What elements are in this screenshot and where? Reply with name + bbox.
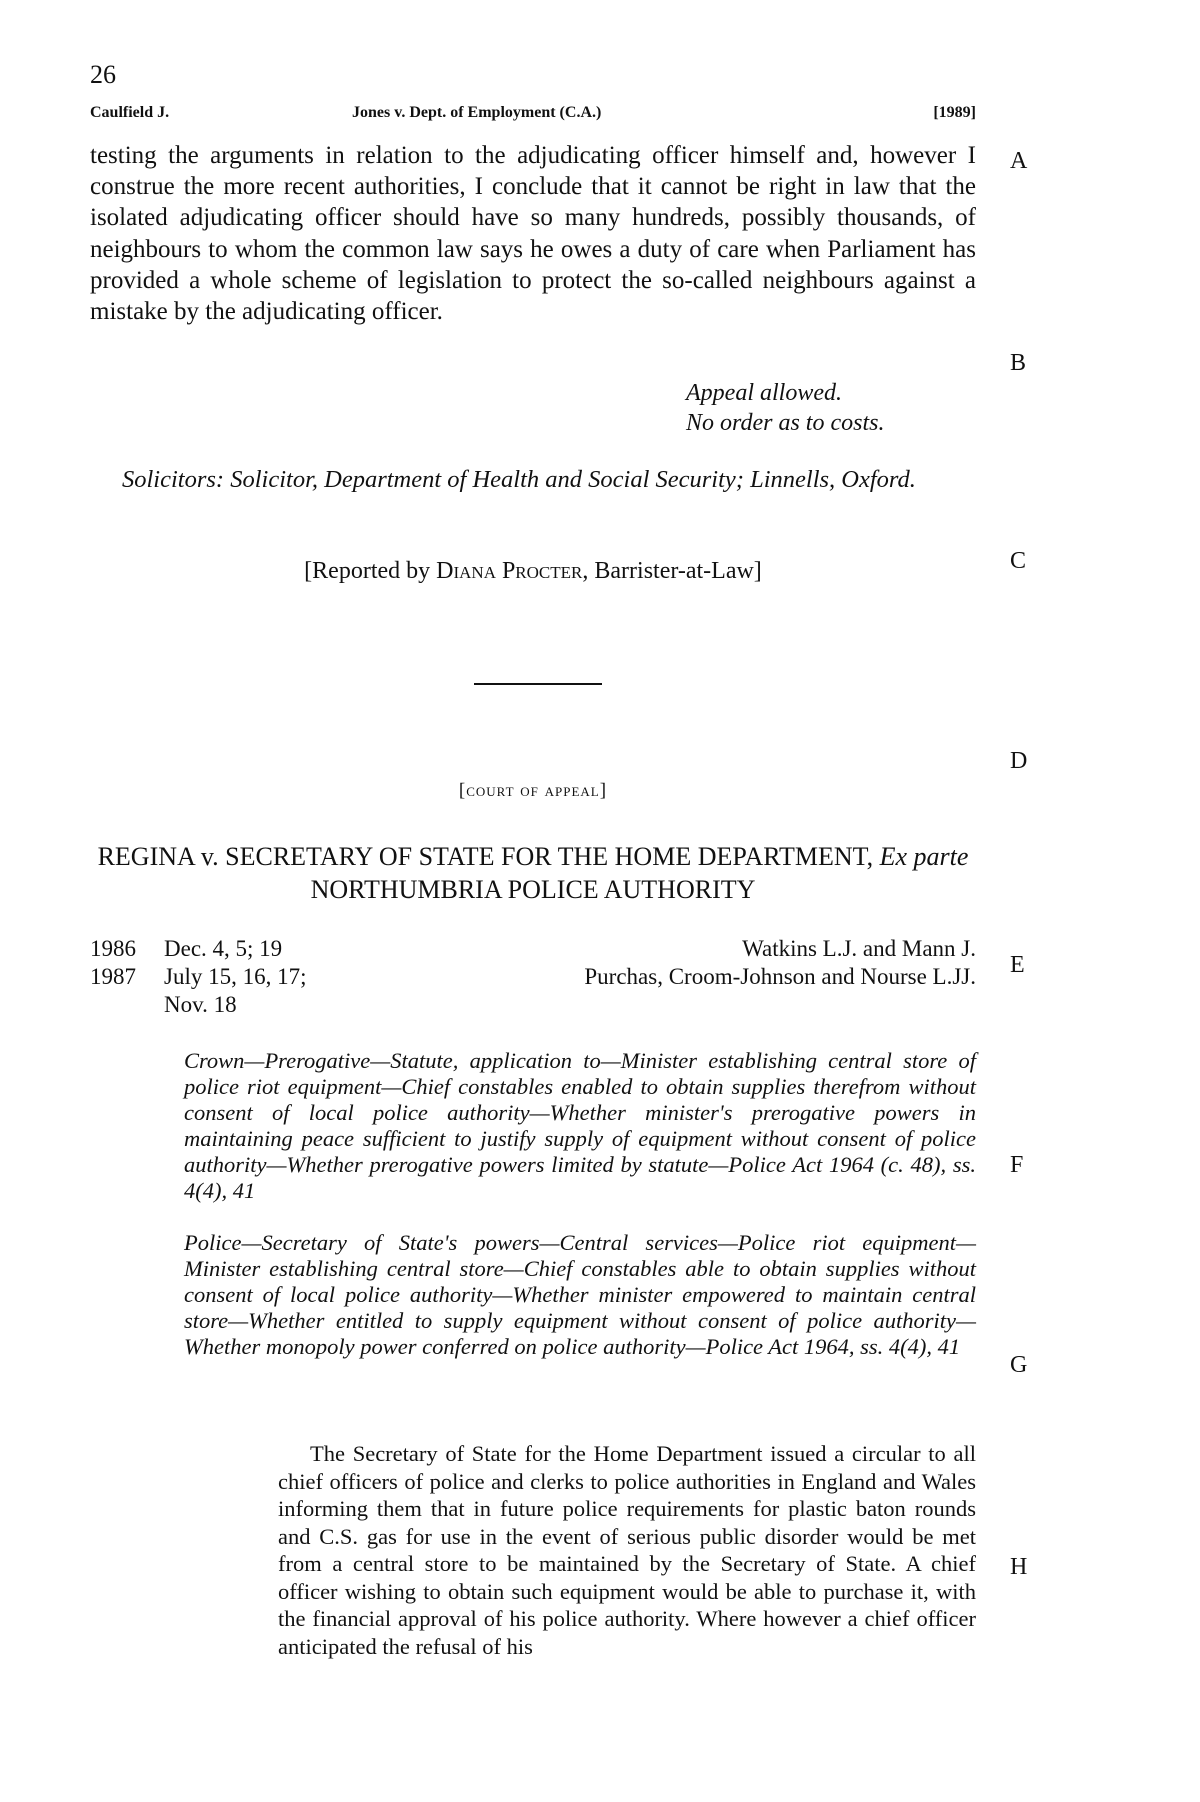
margin-letter: D [1010,748,1028,774]
margin-letter: G [1010,1352,1028,1378]
solicitors-note [90,464,976,495]
reporter-suffix: , Barrister-at-Law] [582,558,762,584]
hearing-dates [90,935,976,1019]
case-title-part2: NORTHUMBRIA POLICE AUTHORITY [310,875,756,904]
result-appeal-allowed: Appeal allowed. [686,380,842,406]
catchwords-police [184,1230,976,1360]
date-year [90,991,164,1019]
date-row [90,935,976,963]
margin-letter: E [1010,952,1025,978]
case-title [90,840,976,906]
margin-letter: B [1010,350,1027,376]
section-divider [474,683,602,685]
date-days: Dec. 4, 5; 19 [164,936,283,961]
reporter-prefix: [Reported by [304,558,437,584]
reporter-line [90,558,976,585]
margin-letter: A [1010,148,1028,174]
margin-letter: H [1010,1554,1028,1580]
case-title-ex-parte: Ex parte [879,842,969,871]
date-year: 1986 [90,936,136,961]
date-judges: Watkins L.J. and Mann J. [742,936,976,961]
headnote: The Secretary of State for the Home Department issued a circular to all chief officers of police and clerks to police authorities in England and Wales informing them that in future police requirements for plastic baton rounds and C.S. gas for use in the event of serious public disorder would be met from a central store to be maintained by the Secretary of State. A chief officer wishing to obtain such equipment would be able to purchase it, with the financial approval of his police authority. Where however a chief officer anticipated the refusal of his [278,1441,976,1659]
judgment-paragraph: testing the arguments in relation to the adjudicating officer himself and, however I construe the more recent authorities, I conclude that it cannot be right in law that the isolated adjudicating officer should have so many hundreds, possibly thousands, of neighbours to whom the common law says he owes a duty of care when Parliament has provided a whole scheme of legislation to protect the so-called neighbours against a mistake by the adjudicating officer. [90,142,976,326]
solicitors-text: Solicitor, Department of Health and Social Security; Linnells, Oxford. [230,466,916,493]
margin-letter: C [1010,548,1027,574]
margin-letter: F [1010,1152,1024,1178]
date-judges: Purchas, Croom-Johnson and Nourse L.JJ. [584,964,976,989]
date-days: July 15, 16, 17; [164,964,307,989]
date-row [90,991,976,1019]
date-days: Nov. 18 [164,992,237,1017]
catchwords-police-text: Police—Secretary of State's powers—Central services—Police riot equipment—Minister establishing central store—Chief constables able to obtain supplies without consent of local police authority—Whether minister empowered to maintain central store—Whether entitled to supply equipment without consent of police authority—Whether monopoly power conferred on police authority—Police Act 1964, ss. 4(4), 41 [184,1230,976,1359]
order-result [686,378,884,438]
date-year: 1987 [90,964,136,989]
running-head-judge: Caulfield J. [90,104,170,121]
reporter-name: Diana Procter [436,558,583,584]
catchwords-crown-text: Crown—Prerogative—Statute, application to—Minister establishing central store of police riot equipment—Chief constables enabled to obtain supplies therefrom without consent of local police authority—Whether minister's prerogative powers in maintaining peace sufficient to justify supply of equipment without consent of police authority—Whether prerogative powers limited by statute—Police Act 1964 (c. 48), ss. 4(4), 41 [184,1048,976,1203]
solicitors-lead: Solicitors: [122,466,225,493]
case-title-part1: REGINA v. SECRETARY OF STATE FOR THE HOME DEPARTMENT, [97,842,874,871]
catchwords-crown [184,1048,976,1204]
court-name: [court of appeal] [458,780,608,801]
running-head-year: [1989] [933,104,976,121]
date-row [90,963,976,991]
result-costs: No order as to costs. [686,410,885,436]
running-head-case: Jones v. Dept. of Employment (C.A.) [352,104,602,121]
page-number: 26 [90,60,116,89]
